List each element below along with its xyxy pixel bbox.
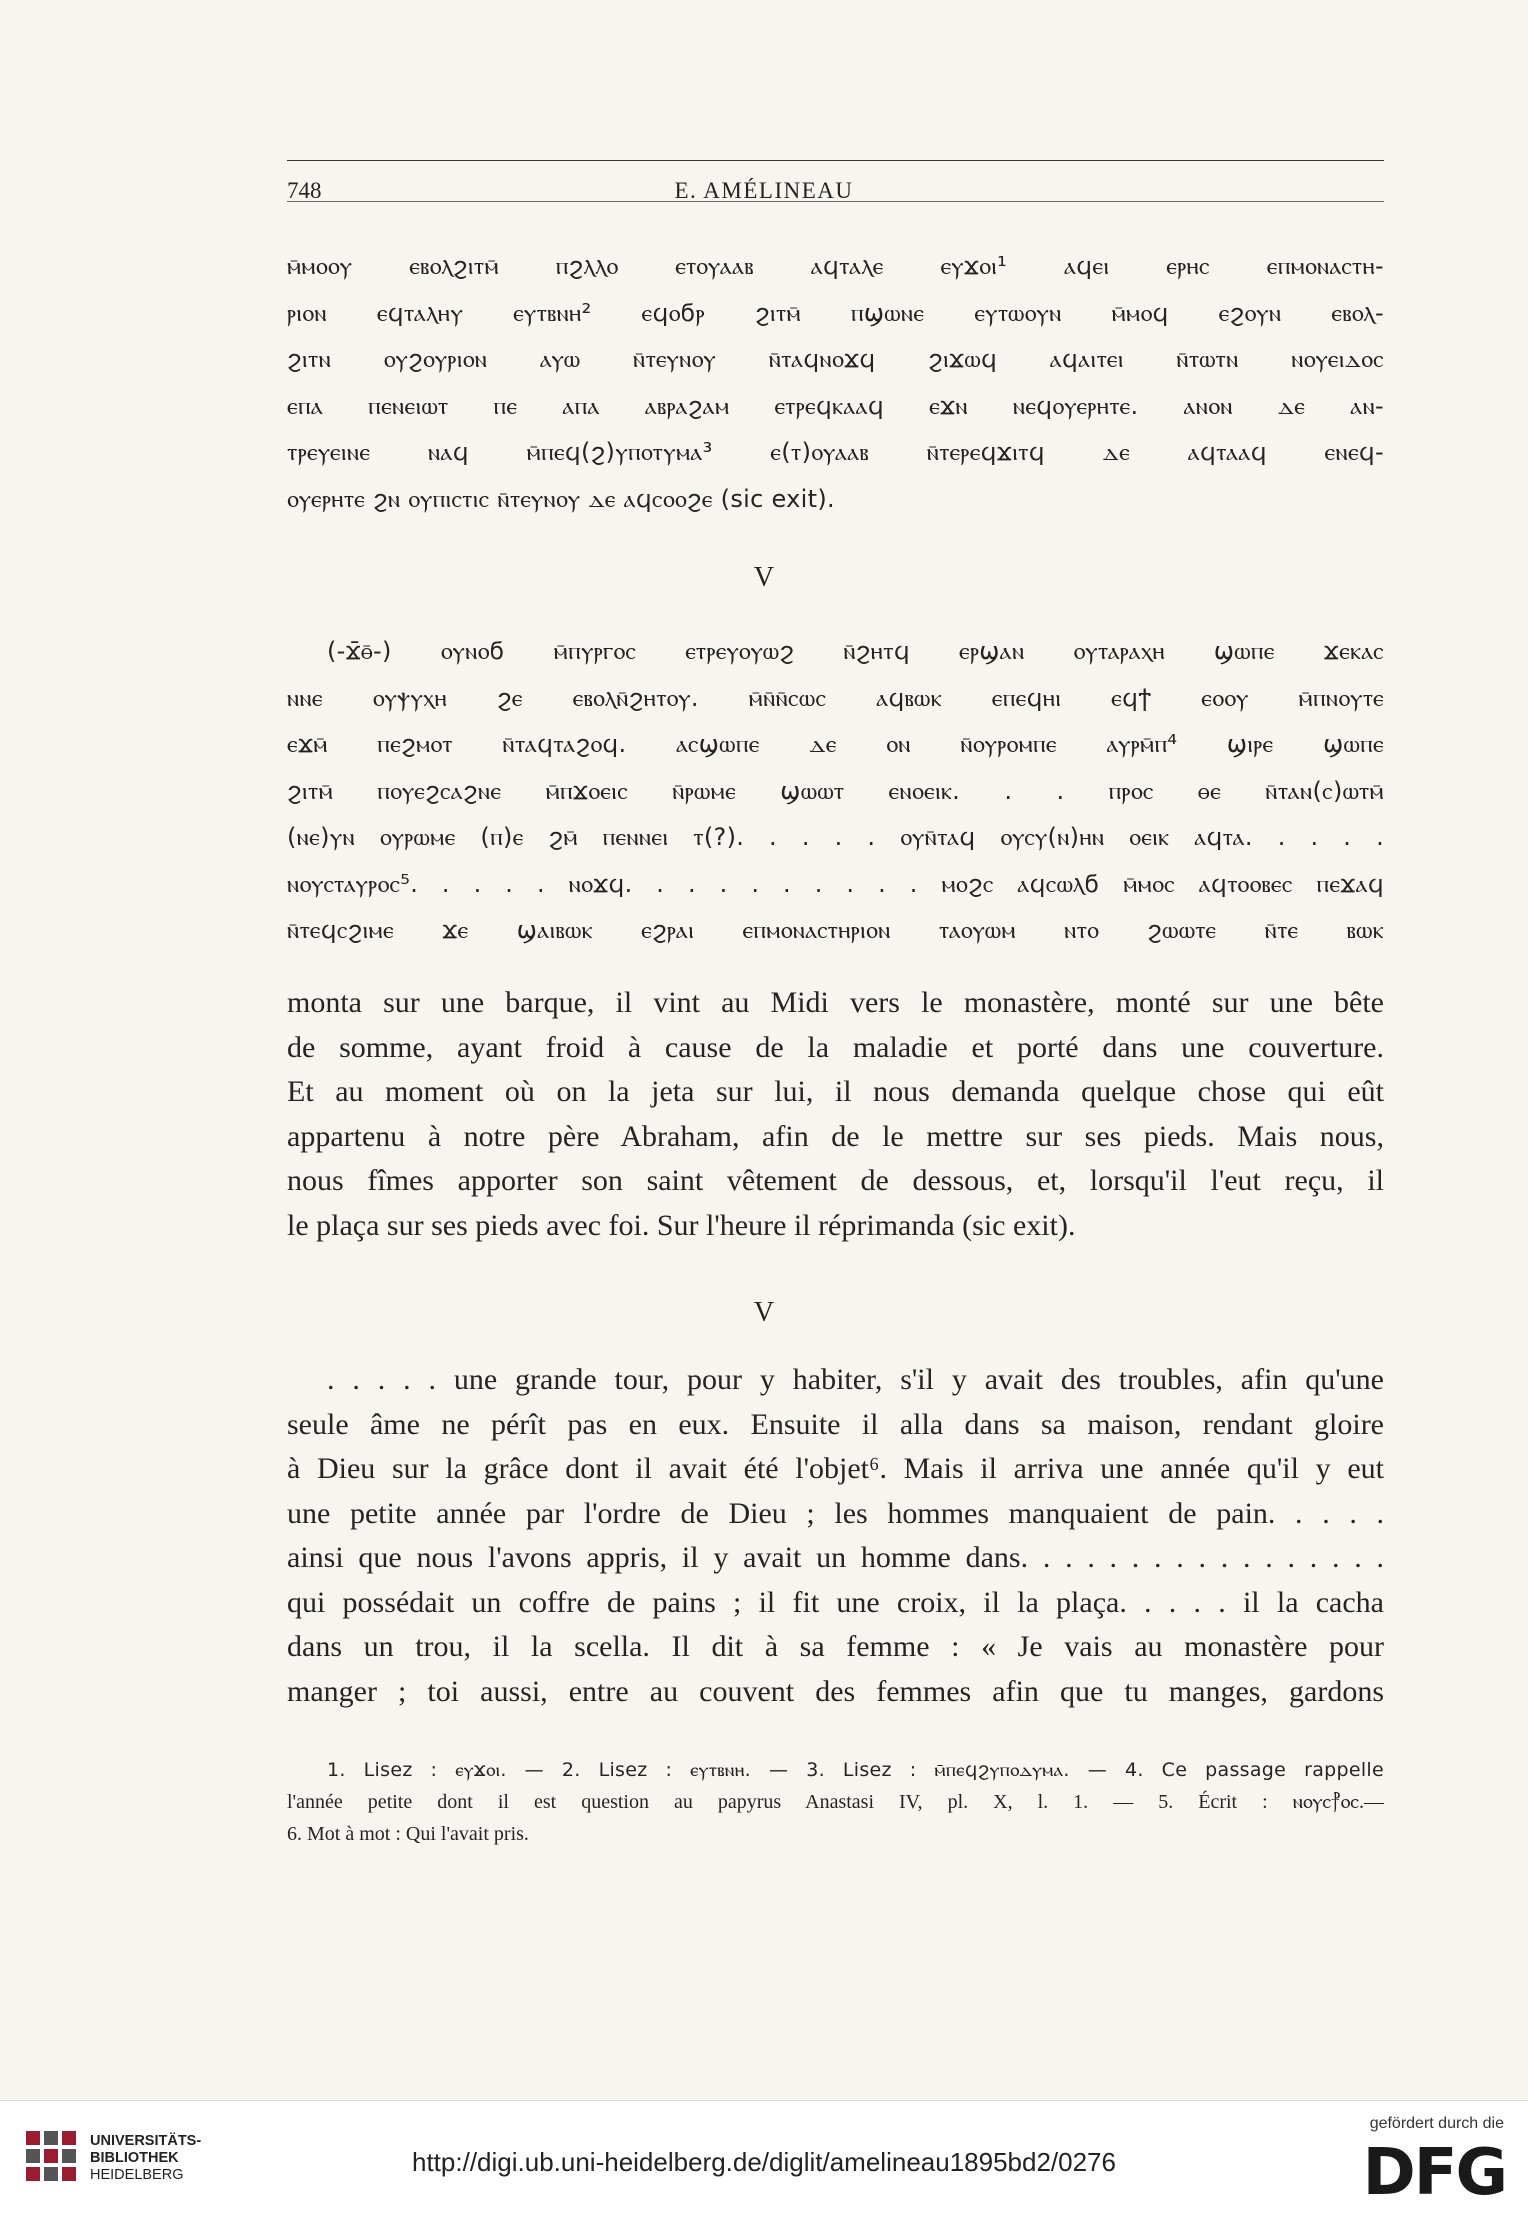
french-paragraph-2: [287, 1358, 1384, 1714]
coptic-line: ⲛ̄ⲧⲉϥⲥϩⲓⲙⲉ ϫⲉ ϣⲁⲓⲃⲱⲕ ⲉϩⲣⲁⲓ ⲉⲡⲙⲟⲛⲁⲥⲧⲏⲣⲓⲟⲛ ⲧⲁⲟⲩⲱⲙ ⲛⲧⲟ ϩⲱⲱⲧⲉ ⲛ̄ⲧⲉ ⲃⲱⲕ: [287, 916, 1384, 944]
footnote-line: 6. Mot à mot : Qui l'avait pris.: [287, 1823, 529, 1845]
footnotes: [287, 1754, 1384, 1850]
text-line: nous fîmes apporter son saint vêtement de dessous, et, lorsqu'il l'eut reçu, il: [287, 1164, 1384, 1197]
source-url-link[interactable]: http://digi.ub.uni-heidelberg.de/diglit/amelineau1895bd2/0276: [412, 2147, 1116, 2177]
coptic-line: ⲧⲣⲉⲩⲉⲓⲛⲉ ⲛⲁϥ ⲙ̄ⲡⲉϥ(ϩ)ⲩⲡⲟⲧⲩⲙⲁ³ ⲉ(ⲧ)ⲟⲩⲁⲁⲃ ⲛ̄ⲧⲉⲣⲉϥϫⲓⲧϥ ⲇⲉ ⲁϥⲧⲁⲁϥ ⲉⲛⲉϥ-: [287, 438, 1384, 466]
header-underline: [287, 201, 1384, 202]
coptic-line: (ⲛⲉ)ⲩⲛ ⲟⲩⲣⲱⲙⲉ (ⲡ)ⲉ ϩⲙ̄ ⲡⲉⲛⲛⲉⲓ ⲧ(?). . . . . ⲟⲩⲛ̄ⲧⲁϥ ⲟⲩⲥⲩ(ⲛ)ⲏⲛ ⲟⲉⲓⲕ ⲁϥⲧⲁ. . . . .: [287, 823, 1384, 851]
funding-note: gefördert durch die: [1369, 2115, 1504, 2132]
coptic-line: ⲉϫⲙ̄ ⲡⲉϩⲙⲟⲧ ⲛ̄ⲧⲁϥⲧⲁϩⲟϥ. ⲁⲥϣⲱⲡⲉ ⲇⲉ ⲟⲛ ⲛ̄ⲟⲩⲣⲟⲙⲡⲉ ⲁⲩⲣⲙ̄ⲡ⁴ ϣⲓⲣⲉ ϣⲱⲡⲉ: [287, 730, 1384, 758]
coptic-line: ϩⲓⲧⲛ ⲟⲩϩⲟⲩⲣⲓⲟⲛ ⲁⲩⲱ ⲛ̄ⲧⲉⲩⲛⲟⲩ ⲛ̄ⲧⲁϥⲛⲟϫϥ ϩⲓϫⲱϥ ⲁϥⲁⲓⲧⲉⲓ ⲛ̄ⲧⲱⲧⲛ ⲛⲟⲩⲉⲓⲇⲟⲥ: [287, 345, 1384, 373]
coptic-line: ⲛⲛⲉ ⲟⲩⲯⲩⲭⲏ ϩⲉ ⲉⲃⲟⲗⲛ̄ϩⲏⲧⲟⲩ. ⲙ̄ⲛ̄ⲛ̄ⲥⲱⲥ ⲁϥⲃⲱⲕ ⲉⲡⲉϥⲏⲓ ⲉϥϯ ⲉⲟⲟⲩ ⲙ̄ⲡⲛⲟⲩⲧⲉ: [287, 683, 1384, 712]
text-line: à Dieu sur la grâce dont il avait été l'objet⁶. Mais il arriva une année qu'il y eut: [287, 1452, 1384, 1485]
text-line: manger ; toi aussi, entre au couvent des femmes afin que tu manges, gardons: [287, 1674, 1384, 1708]
dfg-logo: DFG: [1362, 2136, 1506, 2210]
running-head: E. AMÉLINEAU: [674, 178, 854, 203]
text-line: de somme, ayant froid à cause de la maladie et porté dans une couverture.: [287, 1030, 1384, 1064]
text-line: dans un trou, il la scella. Il dit à sa femme : « Je vais au monastère pour: [287, 1630, 1384, 1663]
text-line: monta sur une barque, il vint au Midi vers le monastère, monté sur une bête: [287, 986, 1384, 1019]
coptic-line: (-ϫ̄ⲑ̄-) ⲟⲩⲛⲟϭ ⲙ̄ⲡⲩⲣⲅⲟⲥ ⲉⲧⲣⲉⲩⲟⲩⲱϩ ⲛ̄ϩⲏⲧϥ ⲉⲣϣⲁⲛ ⲟⲩⲧⲁⲣⲁⲭⲏ ϣⲱⲡⲉ ϫⲉⲕⲁⲥ: [327, 637, 1384, 665]
page-number: 748: [287, 178, 322, 203]
section-numeral: V: [753, 1297, 775, 1328]
coptic-line: ⲉⲡⲁ ⲡⲉⲛⲉⲓⲱⲧ ⲡⲉ ⲁⲡⲁ ⲁⲃⲣⲁϩⲁⲙ ⲉⲧⲣⲉϥⲕⲁⲁϥ ⲉϫⲛ ⲛⲉϥⲟⲩⲉⲣⲏⲧⲉ. ⲁⲛⲟⲛ ⲇⲉ ⲁⲛ-: [287, 391, 1384, 420]
text-line: Et au moment où on la jeta sur lui, il nous demanda quelque chose qui eût: [287, 1075, 1384, 1108]
coptic-paragraph-1: [287, 243, 1384, 522]
footnote-line: l'année petite dont il est question au papyrus Anastasi IV, pl. X, l. 1. — 5. Écrit : ⲛⲟⲩⲥ⳨ⲟⲥ.—: [287, 1791, 1384, 1813]
library-name: UNIVERSITÄTS- BIBLIOTHEK HEIDELBERG: [90, 2133, 202, 2183]
text-line: ainsi que nous l'avons appris, il y avait un homme dans. . . . . . . . . . . . . . . . .: [287, 1541, 1384, 1574]
text-line: . . . . . une grande tour, pour y habiter, s'il y avait des troubles, afin qu'une: [327, 1363, 1384, 1396]
text-line: le plaça sur ses pieds avec foi. Sur l'heure il réprimanda (sic exit).: [287, 1208, 1076, 1242]
coptic-line: ⲟⲩⲉⲣⲏⲧⲉ ϩⲛ ⲟⲩⲡⲓⲥⲧⲓⲥ ⲛ̄ⲧⲉⲩⲛⲟⲩ ⲇⲉ ⲁϥⲥⲟⲟϩⲉ (sic exit).: [287, 484, 835, 513]
text-line: seule âme ne pérît pas en eux. Ensuite il alla dans sa maison, rendant gloire: [287, 1407, 1384, 1441]
coptic-line: ⲣⲓⲟⲛ ⲉϥⲧⲁⲗⲏⲩ ⲉⲩⲧⲃⲛⲏ² ⲉϥⲟϭⲣ ϩⲓⲧⲙ̄ ⲡϣⲱⲛⲉ ⲉⲩⲧⲱⲟⲩⲛ ⲙ̄ⲙⲟϥ ⲉϩⲟⲩⲛ ⲉⲃⲟⲗ-: [287, 298, 1384, 327]
coptic-paragraph-2: [287, 628, 1384, 954]
header-rule: [287, 160, 1384, 161]
text-line: une petite année par l'ordre de Dieu ; les hommes manquaient de pain. . . . .: [287, 1496, 1384, 1530]
coptic-line: ϩⲓⲧⲙ̄ ⲡⲟⲩⲉϩⲥⲁϩⲛⲉ ⲙ̄ⲡϫⲟⲉⲓⲥ ⲛ̄ⲣⲱⲙⲉ ϣⲱⲱⲧ ⲉⲛⲟⲉⲓⲕ. . . ⲡⲣⲟⲥ ⲑⲉ ⲛ̄ⲧⲁⲛ(ⲥ)ⲱⲧⲙ̄: [287, 776, 1384, 805]
text-line: qui possédait un coffre de pains ; il fit une croix, il la plaça. . . . . il la cacha: [287, 1585, 1384, 1619]
text-line: appartenu à notre père Abraham, afin de le mettre sur ses pieds. Mais nous,: [287, 1119, 1384, 1153]
digitization-footer: [0, 2100, 1528, 2216]
french-paragraph-1: [287, 981, 1384, 1248]
section-numeral: V: [753, 562, 775, 593]
coptic-line: ⲙ̄ⲙⲟⲟⲩ ⲉⲃⲟⲗϩⲓⲧⲙ̄ ⲡϩⲗⲗⲟ ⲉⲧⲟⲩⲁⲁⲃ ⲁϥⲧⲁⲗⲉ ⲉⲩϫⲟⲓ¹ ⲁϥⲉⲓ ⲉⲣⲏⲥ ⲉⲡⲙⲟⲛⲁⲥⲧⲏ-: [287, 252, 1384, 280]
footnote-line: 1. Lisez : ⲉⲩϫⲟⲓ. — 2. Lisez : ⲉⲩⲧⲃⲛⲏ. — 3. Lisez : ⲙ̄ⲡⲉϥϩⲩⲡⲟⲇⲩⲙⲁ. — 4. Ce passage rappelle: [327, 1759, 1384, 1781]
coptic-line: ⲛⲟⲩⲥⲧⲁⲩⲣⲟⲥ⁵. . . . . ⲛⲟϫϥ. . . . . . . . . . ⲙⲟϩⲥ ⲁϥⲥⲱⲗϭ ⲙ̄ⲙⲟⲥ ⲁϥⲧⲟⲟⲃⲉⲥ ⲡⲉϫⲁϥ: [287, 869, 1384, 898]
